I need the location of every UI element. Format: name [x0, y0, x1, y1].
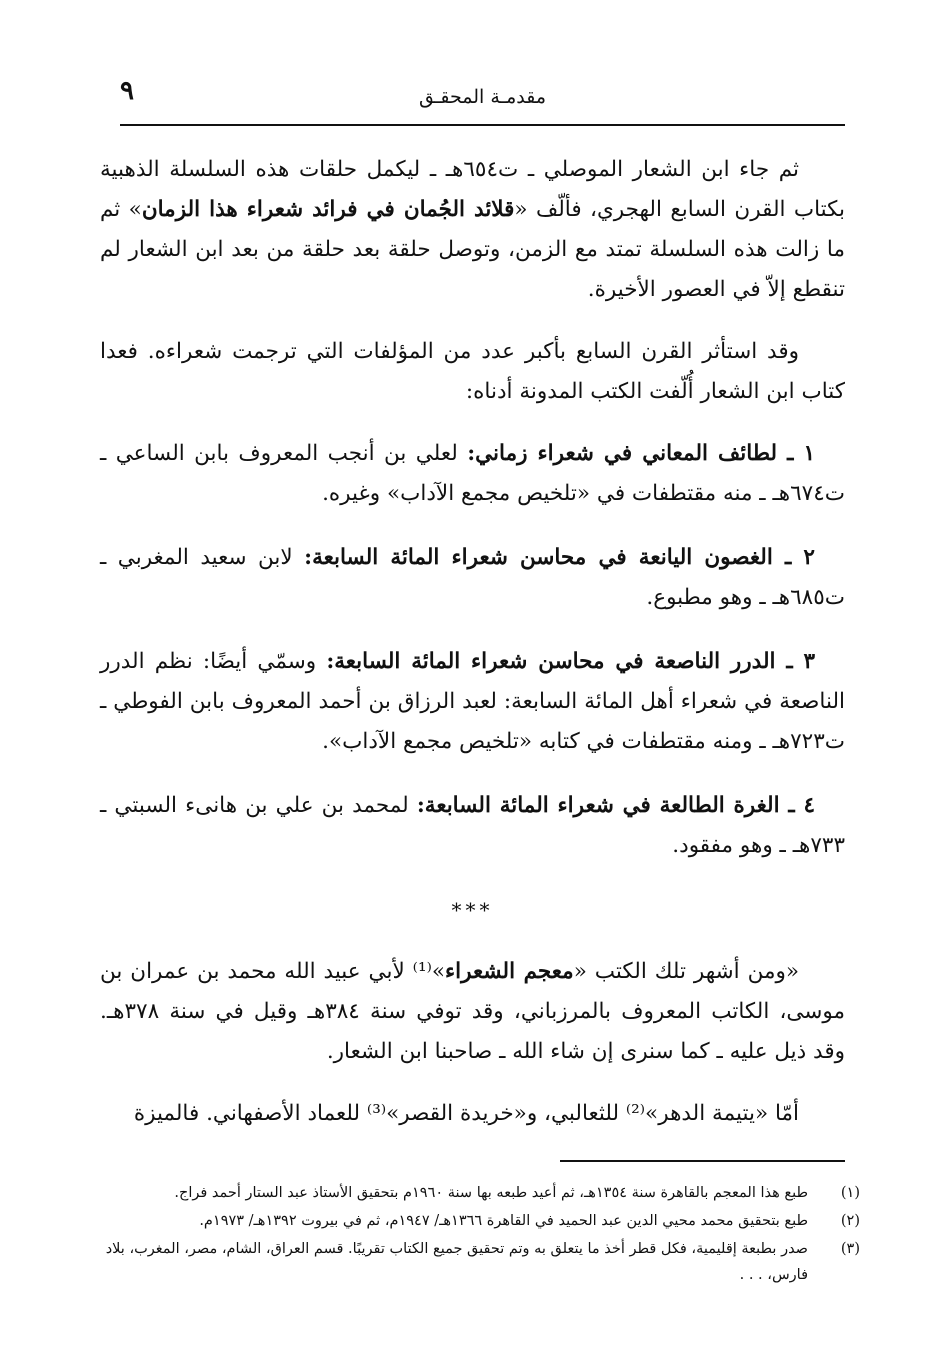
footnote-number: (٣)	[840, 1241, 860, 1257]
list-item-1-title: ١ ـ لطائف المعاني في شعراء زماني:	[467, 441, 815, 466]
section-separator: ***	[451, 898, 494, 922]
list-item-2-title: ٢ ـ الغصون اليانعة في محاسن شعراء المائة السابعة:	[304, 545, 815, 570]
footnote-text: صدر بطبعة إقليمية، فكل قطر أخذ ما يتعلق به وتم تحقيق جميع الكتاب تقريبًا. قسم العراق، الشام، مصر، المغرب، بلاد فارس، . . .	[105, 1241, 808, 1283]
footnote-3	[100, 1236, 860, 1288]
running-title: مقدمـة المحقـق	[418, 86, 547, 108]
paragraph-3-text-a: «ومن أشهر تلك الكتب «	[573, 959, 799, 984]
footnotes	[100, 1180, 860, 1290]
footnote-number: (١)	[840, 1185, 860, 1201]
header-rule	[120, 124, 845, 126]
list-item-3-text: وسمّي أيضًا: نظم الدرر الناصعة في شعراء أهل المائة السابعة: لعبد الرزاق بن أحمد المعروف بابن الفوطي ـ ت٧٢٣هـ ـ ومنه مقتطفات في كتابه «تلخيص مجمع الآداب».	[100, 649, 845, 754]
paragraph-4: أمّا «يتيمة الدهر»⁽²⁾ للثعالبي، و«خريدة القصر»⁽³⁾ للعماد الأصفهاني. فالميزة	[133, 1101, 799, 1126]
paragraph-1	[100, 150, 845, 310]
list-item-3	[100, 642, 845, 762]
paragraph-1-text-c: » ثم ما زالت هذه السلسلة تمتد مع الزمن، وتوصل حلقة بعد حلقة من بعد ابن الشعار لم تنقطع إلاّ في العصور الأخيرة.	[100, 197, 845, 302]
paragraph-3	[100, 952, 845, 1072]
list-item-1-text: لعلي بن أنجب المعروف بابن الساعي ـ ت٦٧٤هـ ـ منه مقتطفات في «تلخيص مجمع الآداب» وغيره.	[100, 441, 845, 506]
list-item-3-title: ٣ ـ الدرر الناصعة في محاسن شعراء المائة السابعة:	[326, 649, 815, 674]
main-text	[100, 150, 845, 1156]
footnote-rule	[560, 1160, 845, 1162]
list-item-4	[100, 786, 845, 866]
list-item-2-text: لابن سعيد المغربي ـ ت٦٨٥هـ ـ وهو مطبوع.	[100, 545, 845, 610]
page-number: ٩	[120, 76, 134, 106]
page-header	[120, 70, 845, 118]
footnote-2	[100, 1208, 860, 1234]
book-title-mujam: معجم الشعراء	[445, 959, 574, 984]
footnote-number: (٢)	[840, 1213, 860, 1229]
book-title-qalaid: قلائد الجُمان في فرائد شعراء هذا الزمان	[141, 197, 515, 222]
paragraph-3-text-c: »⁽¹⁾ لأبي عبيد الله محمد بن عمران بن موسى، الكاتب المعروف بالمرزباني، وقد توفي سنة ٣٨٤هـ وقيل في سنة ٣٧٨هـ. وقد ذيل عليه ـ كما سنرى إن شاء الله ـ صاحبنا ابن الشعار.	[100, 959, 845, 1064]
list-item-4-title: ٤ ـ الغرة الطالعة في شعراء المائة السابعة:	[416, 793, 815, 818]
footnote-1	[100, 1180, 860, 1206]
footnote-text: طبع هذا المعجم بالقاهرة سنة ١٣٥٤هـ، ثم أعيد طبعه بها سنة ١٩٦٠م بتحقيق الأستاذ عبد الستار أحمد فراج.	[174, 1185, 808, 1201]
list-item-1	[100, 434, 845, 514]
footnote-text: طبع بتحقيق محمد محيي الدين عبد الحميد في القاهرة ١٣٦٦هـ/ ١٩٤٧م، ثم في بيروت ١٣٩٢هـ/ ١٩٧٣م.	[199, 1213, 808, 1229]
paragraph-1-text-a: ثم جاء ابن الشعار الموصلي ـ ت٦٥٤هـ ـ ليكمل حلقات هذه السلسلة الذهبية بكتاب القرن السابع الهجري، فألّف «	[100, 157, 845, 222]
list-item-2	[100, 538, 845, 618]
paragraph-2: وقد استأثر القرن السابع بأكبر عدد من المؤلفات التي ترجمت شعراءه. فعدا كتاب ابن الشعار أُلّفت الكتب المدونة أدناه:	[100, 339, 845, 404]
list-item-4-text: لمحمد بن علي بن هانىء السبتي ـ ٧٣٣هـ ـ وهو مفقود.	[100, 793, 845, 858]
